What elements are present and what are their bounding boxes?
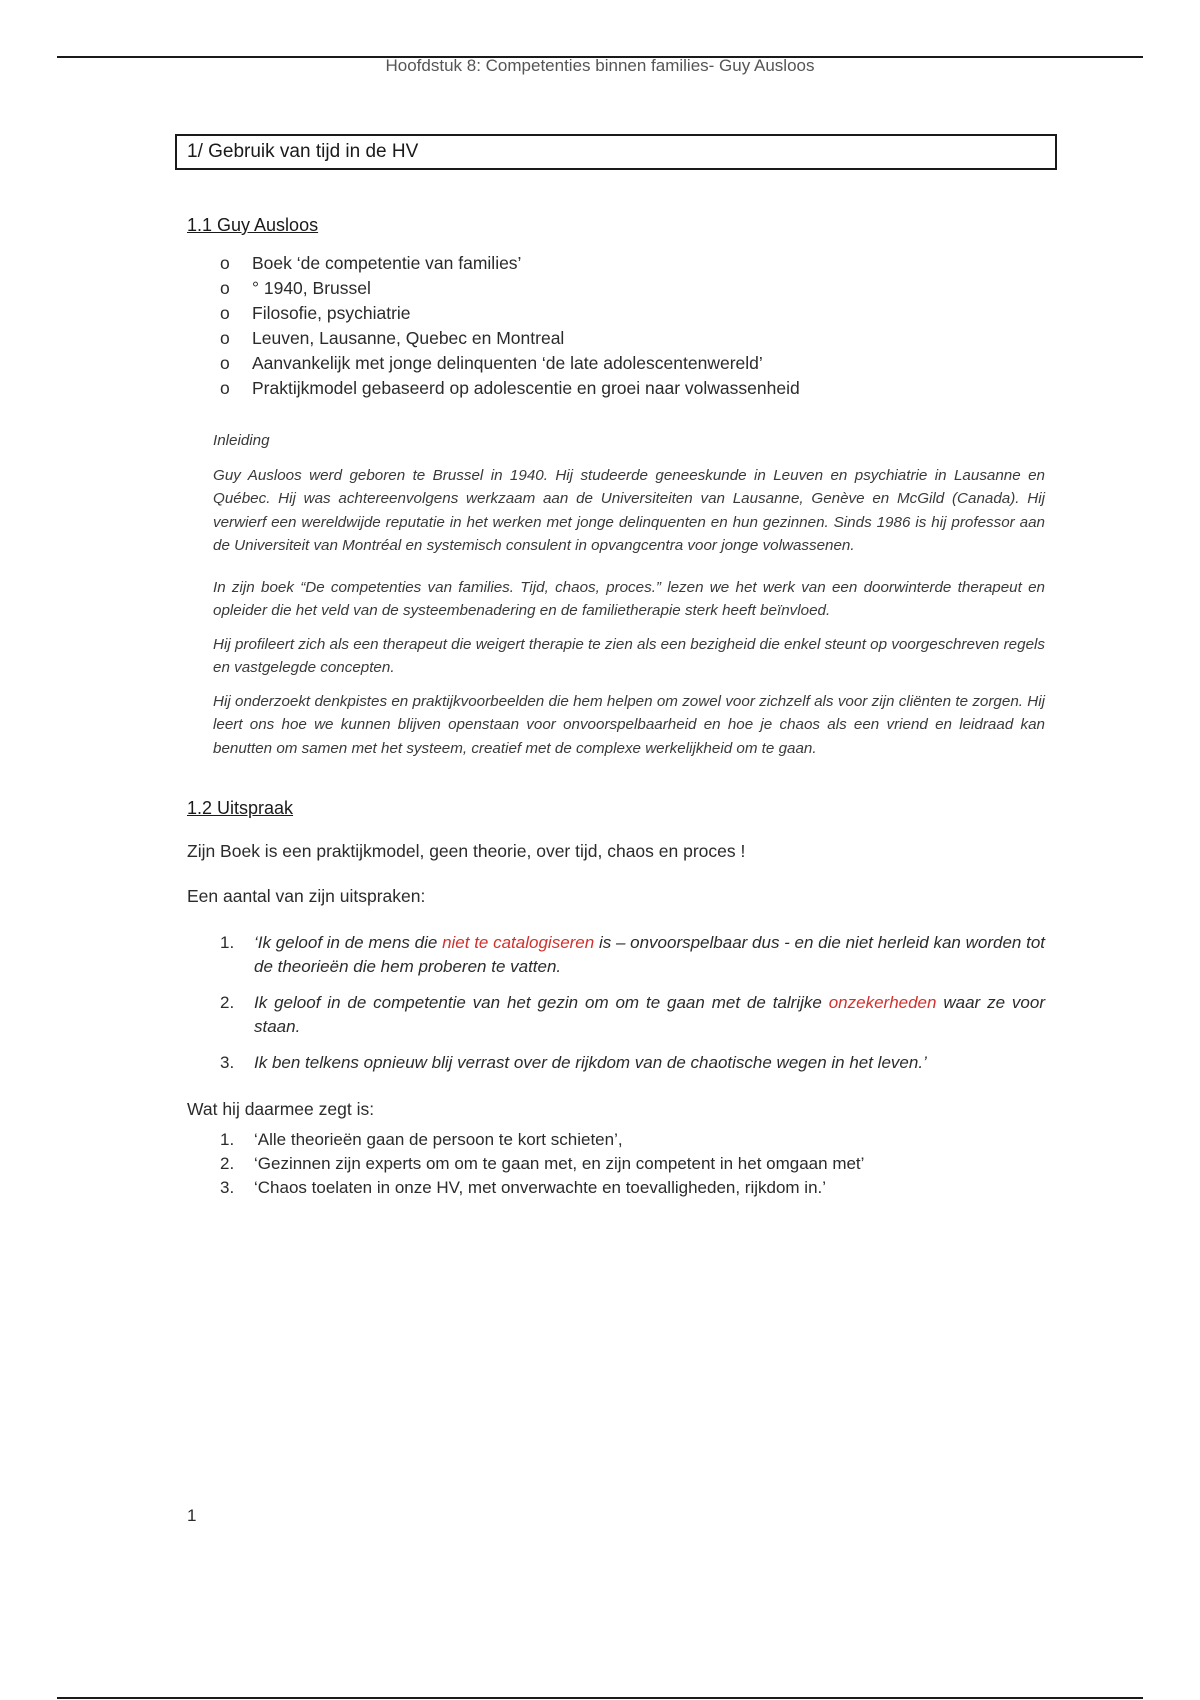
running-header: Hoofdstuk 8: Competenties binnen families- Guy Ausloos [385, 56, 815, 75]
list-number: 1. [220, 933, 235, 952]
chapter-heading: 1/ Gebruik van tijd in de HV [175, 134, 1057, 170]
footer-rule [57, 1697, 1143, 1699]
list-item: o Aanvankelijk met jonge delinquenten ‘de late adolescentenwereld’ [220, 351, 1057, 376]
highlighted-phrase: niet te catalogiseren [442, 933, 595, 952]
section-heading-guy-ausloos: 1.1 Guy Ausloos [187, 215, 319, 235]
body-paragraph: Wat hij daarmee zegt is: [187, 1099, 375, 1119]
bullet-marker: o [220, 278, 230, 298]
list-item: o ° 1940, Brussel [220, 276, 1057, 301]
list-number: 3. [220, 1178, 235, 1197]
quotes-list [220, 931, 1045, 1075]
intro-paragraph: Hij onderzoekt denkpistes en praktijkvoorbeelden die hem helpen om zowel voor zichzelf als voor zijn cliënten te zorgen. Hij leert ons hoe we kunnen blijven openstaan voor onvoorspelbaarheid en hoe je chaos als een vriend en leidraad kan benutten om samen met het systeem, creatief met de complexe werkelijkheid om te gaan. [213, 692, 1045, 757]
list-number: 3. [220, 1053, 235, 1072]
bullet-marker: o [220, 328, 230, 348]
list-item: o Leuven, Lausanne, Quebec en Montreal [220, 326, 1057, 351]
bullet-marker: o [220, 378, 230, 398]
intro-paragraph: In zijn boek “De competenties van families. Tijd, chaos, proces.” lezen we het werk van een doorwinterde therapeut en opleider die het veld van de systeembenadering en de familietherapie sterk heeft beïnvloed. [213, 578, 1045, 619]
intro-title: Inleiding [213, 432, 270, 449]
list-item: o Praktijkmodel gebaseerd op adolescentie en groei naar volwassenheid [220, 376, 1057, 401]
list-item: o Boek ‘de competentie van families’ [220, 251, 1057, 276]
bullet-marker: o [220, 353, 230, 373]
list-item: 2. ‘Gezinnen zijn experts om om te gaan met, en zijn competent in het omgaan met’ [220, 1152, 1045, 1176]
list-number: 2. [220, 993, 235, 1012]
quote-item: 1. ‘Ik geloof in de mens die niet te catalogiseren is – onvoorspelbaar dus - en die niet herleid kan worden tot de theorieën die hem proberen te vatten. [220, 933, 1045, 976]
meanings-list [220, 1128, 1045, 1200]
list-number: 2. [220, 1154, 235, 1173]
intro-paragraph: Guy Ausloos werd geboren te Brussel in 1940. Hij studeerde geneeskunde in Leuven en psychiatrie in Lausanne en Québec. Hij was achtereenvolgens werkzaam aan de Universiteiten van Lausanne, Genève en McGild (Canada). Hij verwierf een wereldwijde reputatie in het werken met jonge delinquenten en hun gezinnen. Sinds 1986 is hij professor aan de Universiteit van Montréal en systemisch consulent in opvangcentra voor jonge volwassenen. [213, 466, 1045, 554]
bio-bullet-list [220, 251, 1057, 401]
list-number: 1. [220, 1130, 235, 1149]
body-paragraph: Zijn Boek is een praktijkmodel, geen theorie, over tijd, chaos en proces ! [187, 841, 746, 861]
intro-paragraph: Hij profileert zich als een therapeut die weigert therapie te zien als een bezigheid die enkel steunt op voorgeschreven regels en vastgelegde concepten. [213, 635, 1045, 676]
page-number: 1 [187, 1506, 197, 1525]
list-item: o Filosofie, psychiatrie [220, 301, 1057, 326]
highlighted-phrase: onzekerheden [828, 993, 937, 1012]
list-item: 3. ‘Chaos toelaten in onze HV, met onverwachte en toevalligheden, rijkdom in.’ [220, 1176, 1045, 1200]
bullet-marker: o [220, 303, 230, 323]
bullet-marker: o [220, 253, 230, 273]
section-heading-uitspraak: 1.2 Uitspraak [187, 798, 294, 818]
list-item: 1. ‘Alle theorieën gaan de persoon te kort schieten’, [220, 1128, 1045, 1152]
quote-item: 2. Ik geloof in de competentie van het gezin om om te gaan met de talrijke onzekerheden waar ze voor staan. [220, 993, 1045, 1036]
intro-block [213, 429, 1045, 760]
body-paragraph: Een aantal van zijn uitspraken: [187, 886, 426, 906]
quote-item: 3. Ik ben telkens opnieuw blij verrast over de rijkdom van de chaotische wegen in het leven.’ [220, 1051, 1045, 1075]
page-content [175, 134, 1057, 1200]
